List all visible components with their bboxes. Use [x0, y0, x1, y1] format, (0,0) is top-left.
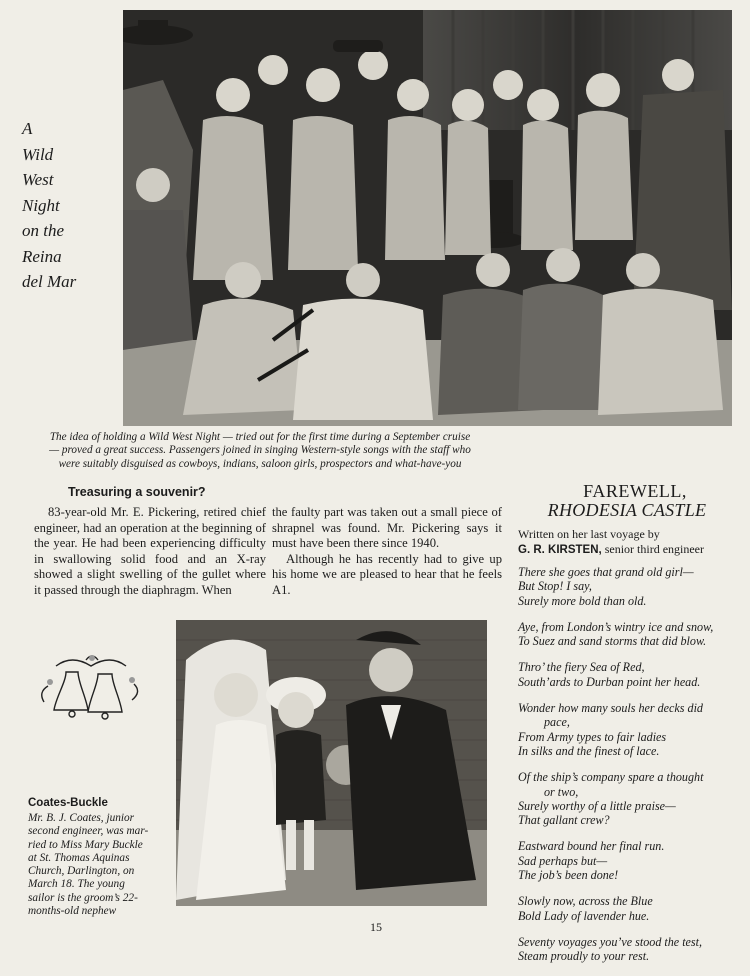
poem-stanza: [518, 894, 740, 923]
poem-line: or two,: [544, 784, 579, 799]
poem-attribution: [518, 527, 738, 558]
poem-stanza: [518, 770, 740, 827]
souvenir-column-2: [272, 505, 502, 599]
poem-stanza: [518, 701, 740, 758]
poem-line: Surely more bold than old.: [518, 593, 647, 608]
poem-stanza: [518, 935, 740, 964]
wedding-caption-line: months-old nephew: [28, 905, 117, 918]
side-title-line: Night: [22, 195, 60, 215]
page-number: 15: [370, 920, 382, 934]
poem-line: To Suez and sand storms that did blow.: [518, 634, 707, 649]
poem-line: But Stop! I say,: [518, 579, 592, 594]
souvenir-heading: Treasuring a souvenir?: [68, 485, 206, 499]
poem-line: Seventy voyages you’ve stood the test,: [518, 934, 703, 949]
wedding-caption-line: March 18. The young: [28, 878, 125, 891]
side-title-line: on the: [22, 221, 65, 240]
wedding-heading: Coates-Buckle: [28, 797, 108, 809]
poem-line: Of the ship’s company spare a thought: [518, 770, 704, 785]
side-title-line: Wild: [22, 144, 54, 164]
photo-caption: [22, 431, 498, 471]
wedding-caption-line: sailor is the groom’s 22-: [28, 891, 138, 904]
side-title-line: Reina: [22, 246, 62, 266]
poem-line: Sad perhaps but—: [518, 853, 608, 868]
poem-line: Wonder how many souls her decks did: [518, 701, 703, 716]
poem-line: From Army types to fair ladies: [518, 729, 667, 744]
poem-stanza: [518, 660, 740, 689]
poem-stanza: [518, 565, 740, 608]
farewell-title-line-2: RHODESIA CASTLE: [547, 500, 707, 520]
souvenir-paragraph: 83-year-old Mr. E. Pickering, retired chief engineer, had an operation at the beginning of the year. He had been experiencing difficulty in swallowing solid food and an X-ray showed a slight swelling of the gullet where it passed through the diaphragm. When: [34, 505, 266, 597]
poem-line: Aye, from London’s wintry ice and snow,: [518, 619, 714, 634]
souvenir-paragraph: the faulty part was taken out a small piece of shrapnel was found. Mr. Pickering says it must have been there since 1940.: [272, 505, 502, 551]
poem-line: There she goes that grand old girl—: [518, 565, 694, 579]
author-role: senior third engineer: [604, 542, 705, 556]
written-on: Written on her last voyage by: [518, 527, 660, 541]
farewell-poem: [518, 565, 740, 976]
wedding-photo: [176, 620, 487, 906]
caption-line: The idea of holding a Wild West Night — tried out for the first time during a September cruise: [49, 431, 471, 443]
caption-line: — proved a great success. Passengers joined in singing Western-style songs with the staff who: [49, 444, 471, 457]
souvenir-paragraph: Although he has recently had to give up his home we are pleased to hear that he feels A1.: [272, 551, 502, 597]
wedding-caption-line: Mr. B. J. Coates, junior: [28, 812, 135, 824]
poem-stanza: [518, 620, 740, 649]
wedding-bells-icon: [36, 652, 148, 726]
poem-line: Bold Lady of lavender hue.: [518, 908, 650, 923]
poem-line: That gallant crew?: [518, 813, 610, 828]
farewell-title-line-1: FAREWELL,: [583, 481, 687, 501]
poem-line: Slowly now, across the Blue: [518, 894, 653, 909]
side-title-line: del Mar: [22, 272, 77, 291]
poem-author: G. R. KIRSTEN,: [518, 544, 602, 556]
poem-stanza: [518, 839, 740, 882]
wedding-caption-line: second engineer, was mar-: [28, 825, 149, 838]
caption-line: were suitably disguised as cowboys, indians, saloon girls, prospectors and what-have-you: [58, 457, 462, 470]
wedding-caption-line: ried to Miss Mary Buckle: [28, 838, 143, 851]
poem-line: In silks and the finest of lace.: [518, 743, 660, 758]
poem-line: Surely worthy of a little praise—: [518, 798, 676, 813]
wedding-caption: [28, 812, 168, 918]
wedding-caption-line: Church, Darlington, on: [28, 865, 135, 878]
poem-line: pace,: [544, 715, 570, 730]
poem-line: Steam proudly to your rest.: [518, 949, 650, 964]
side-title-line: West: [22, 170, 54, 189]
poem-line: The job’s been done!: [518, 868, 619, 883]
souvenir-column-1: [34, 505, 266, 599]
poem-line: South’ards to Durban point her head.: [518, 674, 701, 689]
poem-line: Thro’ the fiery Sea of Red,: [518, 660, 645, 675]
side-title: [22, 116, 117, 295]
wild-west-group-photo: [123, 10, 732, 426]
poem-line: Eastward bound her final run.: [518, 839, 665, 854]
wedding-caption-line: at St. Thomas Aquinas: [28, 851, 130, 864]
side-title-line: A: [22, 119, 33, 138]
